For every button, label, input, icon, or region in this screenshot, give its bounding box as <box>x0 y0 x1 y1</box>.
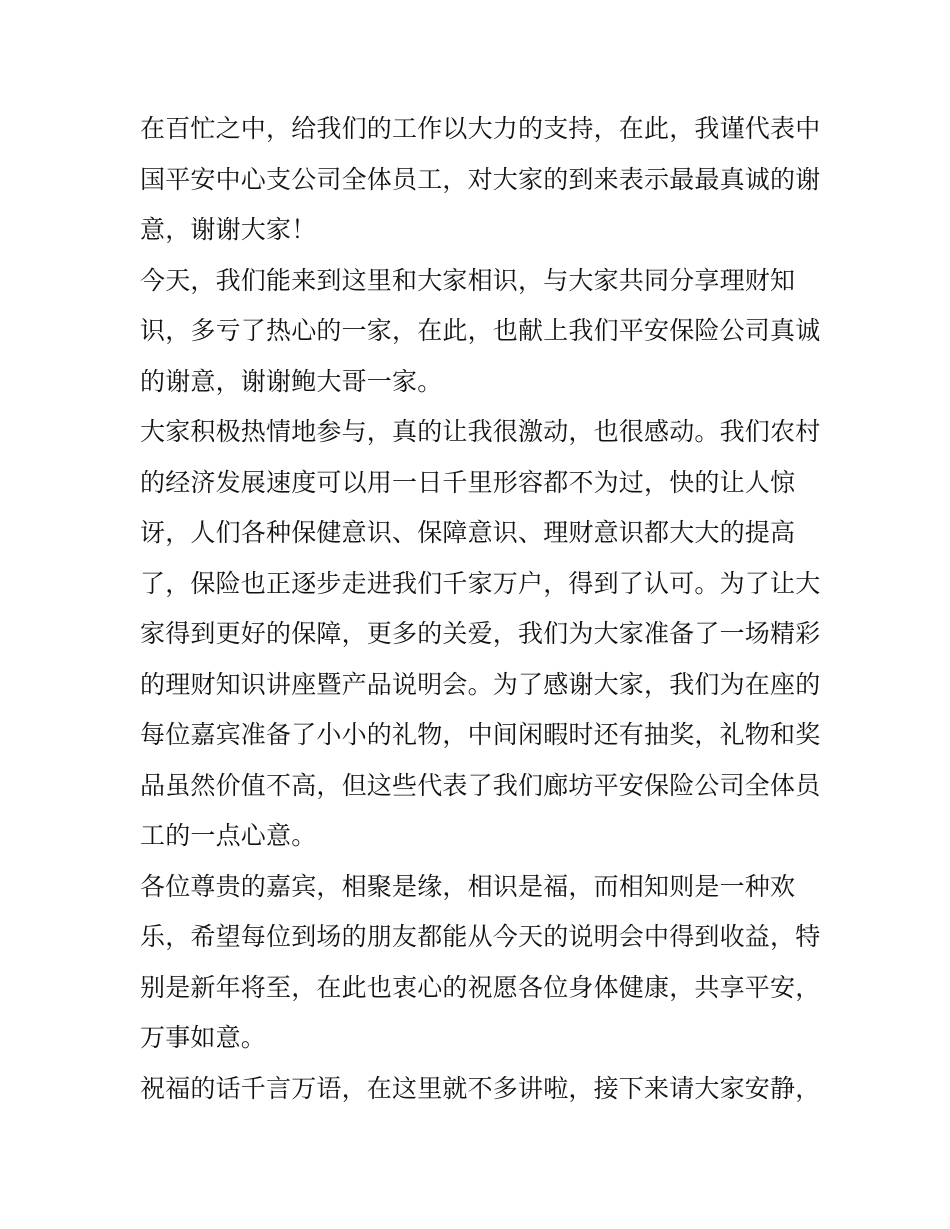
text-line: 讶，人们各种保健意识、保障意识、理财意识都大大的提高 <box>140 518 796 547</box>
text-line: 了，保险也正逐步走进我们千家万户，得到了认可。为了让大 <box>140 568 821 598</box>
text-line: 每位嘉宾准备了小小的礼物，中间闲暇时还有抽奖，礼物和奖 <box>140 720 821 749</box>
text-line: 工的一点心意。 <box>140 821 317 850</box>
text-line: 乐，希望每位到场的朋友都能从今天的说明会中得到收益，特 <box>140 922 821 951</box>
text-line: 大家积极热情地参与，真的让我很激动，也很感动。我们农村 <box>140 417 821 446</box>
text-line: 万事如意。 <box>140 1023 267 1052</box>
text-line: 各位尊贵的嘉宾，相聚是缘，相识是福，而相知则是一种欢 <box>140 871 796 901</box>
text-line: 品虽然价值不高，但这些代表了我们廊坊平安保险公司全体员 <box>140 770 821 800</box>
text-line: 意，谢谢大家！ <box>140 215 317 244</box>
text-line: 的谢意，谢谢鲍大哥一家。 <box>140 366 443 396</box>
text-line: 祝福的话千言万语，在这里就不多讲啦，接下来请大家安静， <box>140 1073 821 1103</box>
text-line: 国平安中心支公司全体员工，对大家的到来表示最最真诚的谢 <box>140 164 821 194</box>
text-line: 的经济发展速度可以用一日千里形容都不为过，快的让人惊 <box>140 467 796 497</box>
text-line: 别是新年将至，在此也衷心的祝愿各位身体健康，共享平安， <box>140 972 821 1002</box>
text-line: 识，多亏了热心的一家，在此，也献上我们平安保险公司真诚 <box>140 316 821 345</box>
text-line: 家得到更好的保障，更多的关爱，我们为大家准备了一场精彩 <box>140 619 821 648</box>
body-text <box>140 104 821 1114</box>
text-line: 在百忙之中，给我们的工作以大力的支持，在此，我谨代表中 <box>140 114 821 143</box>
text-line: 今天，我们能来到这里和大家相识，与大家共同分享理财知 <box>140 265 796 295</box>
text-line: 的理财知识讲座暨产品说明会。为了感谢大家，我们为在座的 <box>140 669 821 699</box>
